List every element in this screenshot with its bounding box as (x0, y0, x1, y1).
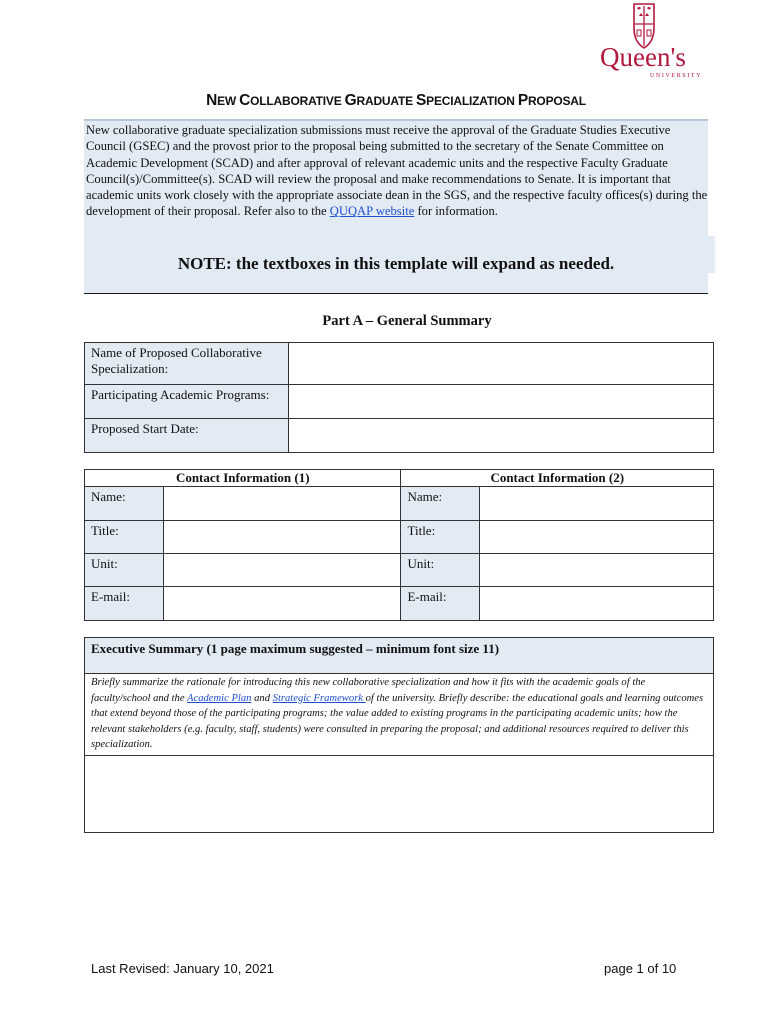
executive-summary-table (84, 637, 714, 833)
contact-1-header: Contact Information (1) (85, 470, 401, 487)
intro-paragraph: New collaborative graduate specialization submissions must receive the approval of the Graduate Studies Executive Council (GSEC) and the provost prior to the proposal being submitted to the secretary of the Senate Committee on Academic Development (SCAD) and after approval of relevant academic units and the respective Faculty Graduate Council(s)/Committee(s). SCAD will review the proposal and make recommendations to Senate. It is important that academic units work closely with the appropriate associate dean in the SGS, and the respective faculty offices(s) during the development of their proposal. Refer also to the QUQAP website for information. (86, 123, 708, 219)
academic-plan-link[interactable]: Academic Plan (187, 692, 252, 704)
logo-wordmark: Queen's (600, 42, 686, 72)
executive-summary-field[interactable] (85, 755, 714, 832)
table-row (85, 521, 714, 554)
page-title: NEW COLLABORATIVE GRADUATE SPECIALIZATION PROPOSAL (206, 92, 586, 109)
specialization-name-field[interactable] (288, 343, 713, 385)
table-header-row (85, 470, 714, 487)
strategic-framework-link[interactable]: Strategic Framework (272, 692, 366, 704)
executive-summary-heading: Executive Summary (1 page maximum suggested – minimum font size 11) (85, 638, 714, 674)
contact-1-email-field[interactable] (163, 587, 401, 621)
participating-programs-field[interactable] (288, 385, 713, 419)
contact-2-header: Contact Information (2) (401, 470, 714, 487)
field-label: Name: (401, 487, 480, 521)
field-label: Name of Proposed Collaborative Specialization: (85, 343, 289, 385)
contact-2-unit-field[interactable] (480, 554, 714, 587)
table-row (85, 385, 714, 419)
queens-university-logo (596, 2, 712, 80)
table-row (85, 343, 714, 385)
table-row (85, 554, 714, 587)
table-row (85, 755, 714, 832)
field-label: Unit: (85, 554, 164, 587)
start-date-field[interactable] (288, 419, 713, 453)
table-row (85, 587, 714, 621)
field-label: Name: (85, 487, 164, 521)
contact-1-title-field[interactable] (163, 521, 401, 554)
note-text: NOTE: the textboxes in this template will expand as needed. (177, 254, 615, 273)
contact-2-title-field[interactable] (480, 521, 714, 554)
executive-summary-instructions: Briefly summarize the rationale for introducing this new collaborative specialization and how it fits with the academic goals of the faculty/school and the Academic Plan and Strategic Framework of the university. Briefly describe: the educational goals and learning outcomes that extend beyond those of the participating programs; the value added to existing programs in the participating academic units; how the relevant stakeholders (e.g. faculty, staff, students) were consulted in preparing the proposal; and additional resources required to deliver this specialization. (85, 674, 714, 756)
part-a-heading: Part A – General Summary (322, 313, 492, 329)
table-row (85, 638, 714, 674)
logo-subtext: UNIVERSITY (650, 73, 702, 79)
field-label: Title: (401, 521, 480, 554)
field-label: Unit: (401, 554, 480, 587)
quqap-website-link[interactable]: QUQAP website (329, 204, 415, 219)
contact-2-email-field[interactable] (480, 587, 714, 621)
field-label: Participating Academic Programs: (85, 385, 289, 419)
table-row (85, 419, 714, 453)
field-label: E-mail: (401, 587, 480, 621)
field-label: Proposed Start Date: (85, 419, 289, 453)
field-label: Title: (85, 521, 164, 554)
field-label: E-mail: (85, 587, 164, 621)
contact-information-table (84, 469, 714, 621)
page-number: page 1 of 10 (604, 961, 677, 976)
contact-1-unit-field[interactable] (163, 554, 401, 587)
last-revised-footer: Last Revised: January 10, 2021 (91, 961, 274, 976)
table-row (85, 487, 714, 521)
contact-1-name-field[interactable] (163, 487, 401, 521)
table-row (85, 674, 714, 756)
contact-2-name-field[interactable] (480, 487, 714, 521)
general-summary-table (84, 342, 714, 453)
